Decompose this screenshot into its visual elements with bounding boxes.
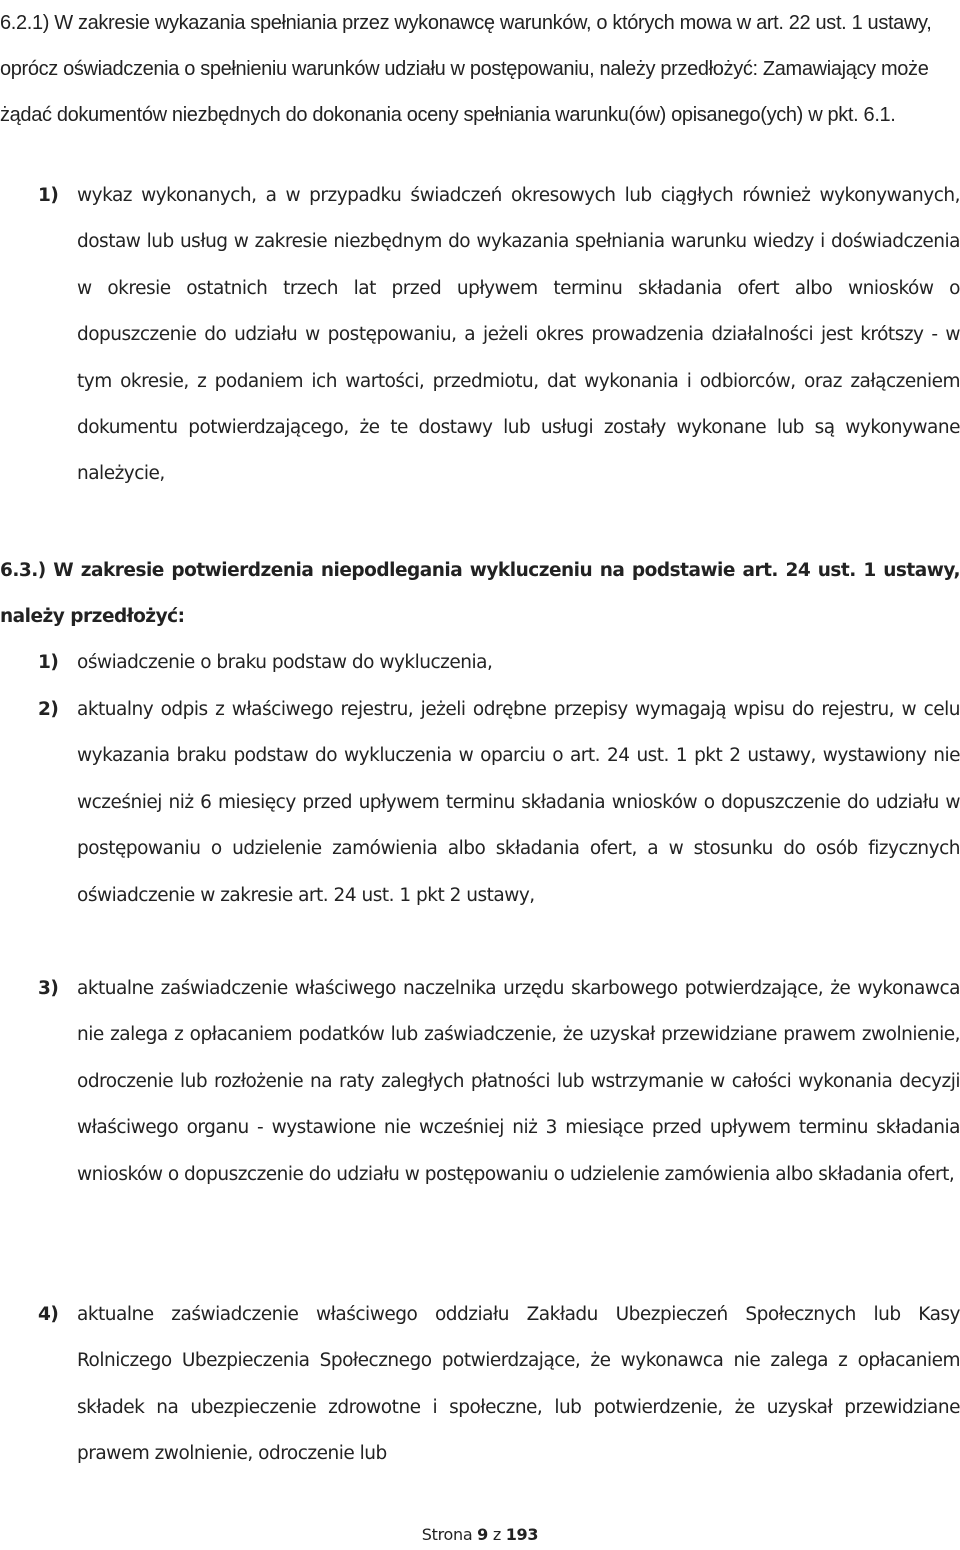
footer-separator: z	[492, 1525, 501, 1544]
list-item-text: wykaz wykonanych, a w przypadku świadczeń okresowych lub ciągłych również wykonywanych, dostaw lub usług w zakresie niezbędnym do wykazania spełniania warunku wiedzy i doświadczenia w okresie ostatnich trzech lat przed upływem terminu składania ofert albo wniosków o dopuszczenie do udziału w postępowaniu, a jeżeli okres prowadzenia działalności jest krótszy - w tym okresie, z podaniem ich wartości, przedmiotu, dat wykonania i odbiorców, oraz załączeniem dokumentu potwierdzającego, że te dostawy lub usługi zostały wykonane lub są wykonywane należycie,	[77, 185, 960, 485]
list-item	[0, 173, 960, 498]
intro-paragraph: 6.2.1) W zakresie wykazania spełniania przez wykonawcę warunków, o których mowa w art. 22 ust. 1 ustawy, oprócz oświadczenia o spełnieniu warunków udziału w postępowaniu, należy przedłożyć: Zamawiający może żądać dokumentów niezbędnych do dokonania oceny spełniania warunku(ów) opisanego(ych) w pkt. 6.1.	[0, 12, 932, 126]
list-item-text: aktualne zaświadczenie właściwego oddziału Zakładu Ubezpieczeń Społecznych lub Kasy Rolniczego Ubezpieczenia Społecznego potwierdzające, że wykonawca nie zalega z opłacaniem składek na ubezpieczenie zdrowotne i społeczne, lub potwierdzenie, że uzyskał przewidziane prawem zwolnienie, odroczenie lub	[77, 1304, 960, 1465]
footer-page-number: 9	[477, 1525, 489, 1544]
list-item-text: aktualne zaświadczenie właściwego naczelnika urzędu skarbowego potwierdzające, że wykonawca nie zalega z opłacaniem podatków lub zaświadczenie, że uzyskał przewidziane prawem zwolnienie, odroczenie lub rozłożenie na raty zaległych płatności lub wstrzymanie w całości wykonania decyzji właściwego organu - wystawione nie wcześniej niż 3 miesiące przed upływem terminu składania wniosków o dopuszczenie do udziału w postępowaniu o udzielenie zamówienia albo składania ofert,	[77, 978, 960, 1185]
section-63-list	[0, 687, 960, 919]
footer-label: Strona	[421, 1525, 473, 1544]
list-item-text: oświadczenie o braku podstaw do wykluczenia,	[77, 652, 493, 673]
section-63-list	[0, 1292, 960, 1478]
section-63-list	[0, 966, 960, 1198]
section-621-list	[0, 173, 960, 498]
list-item	[0, 640, 960, 686]
list-item-text: aktualny odpis z właściwego rejestru, jeżeli odrębne przepisy wymagają wpisu do rejestru, w celu wykazania braku podstaw do wykluczenia w oparciu o art. 24 ust. 1 pkt 2 ustawy, wystawiony nie wcześniej niż 6 miesięcy przed upływem terminu składania wniosków o dopuszczenie do udziału w postępowaniu o udzielenie zamówienia albo składania ofert, a w stosunku do osób fizycznych oświadczenie w zakresie art. 24 ust. 1 pkt 2 ustawy,	[77, 699, 960, 906]
list-item	[0, 687, 960, 919]
list-item	[0, 1292, 960, 1478]
list-item-number: 2)	[38, 699, 59, 720]
list-item	[0, 966, 960, 1198]
list-item-number: 1)	[38, 185, 59, 206]
footer-total-pages: 193	[505, 1525, 539, 1544]
list-item-number: 3)	[38, 978, 59, 999]
list-item-number: 1)	[38, 652, 59, 673]
page-footer	[0, 1525, 960, 1544]
section-63-list	[0, 640, 960, 686]
list-item-number: 4)	[38, 1304, 59, 1325]
section-heading: 6.3.) W zakresie potwierdzenia niepodlegania wykluczeniu na podstawie art. 24 ust. 1 ustawy, należy przedłożyć:	[0, 560, 960, 628]
